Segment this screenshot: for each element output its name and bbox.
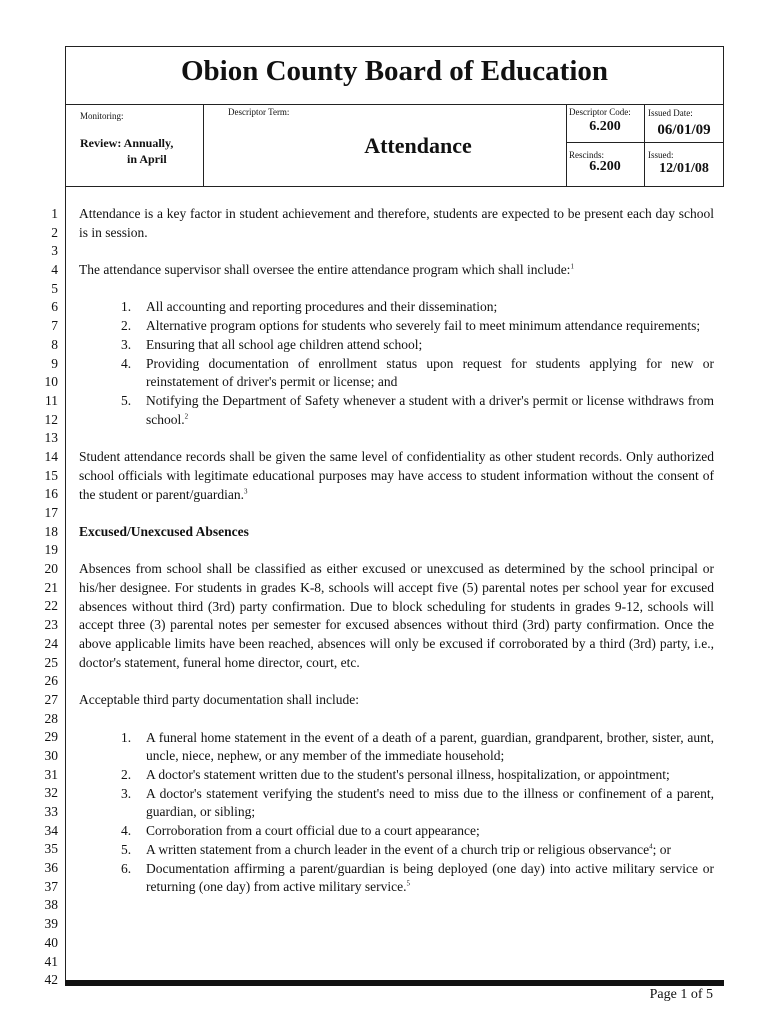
list-item [79, 841, 714, 860]
line-number: 16 [44, 486, 58, 502]
line-number: 35 [44, 841, 58, 857]
header-divider [566, 142, 723, 143]
line-number: 6 [51, 299, 58, 315]
list-item [79, 766, 714, 785]
list-item-text: Corroboration from a court official due to a court appearance; [146, 823, 480, 839]
line-number: 22 [44, 598, 58, 614]
list-item [79, 392, 714, 429]
footnote-ref: 1 [570, 262, 574, 271]
list-item [79, 317, 714, 336]
policy-header [65, 46, 724, 186]
program-list [79, 298, 714, 429]
line-number: 4 [51, 262, 58, 278]
issued-label: Issued: [648, 150, 674, 160]
list-item-text: A funeral home statement in the event of a death of a parent, guardian, grandparent, brother, sister, aunt, uncle, niece, nephew, or any member of the immediate household; [146, 729, 714, 764]
line-number: 24 [44, 635, 58, 651]
title-divider [66, 104, 723, 105]
line-number: 7 [51, 318, 58, 334]
list-item-number: 4. [121, 355, 132, 371]
documentation-list [79, 729, 714, 897]
list-item [79, 355, 714, 392]
line-number: 5 [51, 280, 58, 296]
line-number: 17 [44, 505, 58, 520]
line-number: 41 [44, 953, 58, 969]
list-item-text: Ensuring that all school age children attend school; [146, 336, 423, 352]
list-item-number: 3. [121, 336, 132, 352]
line-number: 38 [44, 897, 58, 913]
list-item-number: 1. [121, 299, 132, 315]
header-bottom-rule [65, 186, 724, 187]
line-number: 33 [44, 804, 58, 819]
list-item [79, 822, 714, 841]
list-item [79, 298, 714, 317]
issued-date: 06/01/09 [657, 122, 711, 138]
line-number: 28 [44, 710, 58, 726]
list-item-tail: ; or [652, 841, 671, 857]
list-item-text: Notifying the Department of Safety whenever a student with a driver's permit or license withdraws from school. [146, 393, 714, 427]
list-item-number: 6. [121, 860, 132, 876]
descriptor-code: 6.200 [589, 119, 621, 134]
line-number: 25 [44, 654, 58, 670]
footnote-ref: 4 [649, 842, 653, 851]
list-item-number: 3. [121, 785, 132, 801]
list-item [79, 336, 714, 355]
line-number: 31 [44, 766, 58, 782]
line-number: 32 [44, 785, 58, 801]
line-number: 3 [51, 243, 58, 259]
list-item-number: 4. [121, 823, 132, 839]
line-number: 8 [51, 336, 58, 352]
supervisor-paragraph: The attendance supervisor shall oversee the entire attendance program which shall include:$^1$ [79, 262, 574, 278]
line-number: 21 [44, 579, 58, 595]
line-number: 15 [44, 467, 58, 483]
policy-body [79, 205, 714, 897]
line-number: 13 [44, 430, 58, 446]
line-number: 34 [44, 822, 58, 838]
policy-subject: Attendance [364, 133, 472, 158]
list-item-text: Providing documentation of enrollment status upon request for students applying for new or reinstatement of driver's permit or license; and [146, 355, 714, 390]
footer-bar [65, 980, 724, 986]
rescinds-value: 6.200 [589, 159, 621, 174]
line-number: 2 [51, 224, 58, 240]
review-schedule: Review: Annually, in April [80, 136, 174, 166]
issued-date-label: Issued Date: [648, 108, 693, 118]
line-number: 42 [44, 972, 58, 988]
header-divider [203, 104, 204, 186]
board-title: Obion County Board of Education [180, 55, 609, 87]
list-item-number: 2. [121, 766, 132, 782]
list-item-number: 2. [121, 318, 132, 334]
list-item-text: A written statement from a church leader in the event of a church trip or religious observance [146, 841, 650, 857]
line-number: 29 [44, 729, 58, 745]
line-number: 14 [44, 448, 58, 464]
line-number: 1 [51, 206, 58, 221]
list-item [79, 729, 714, 766]
descriptor-code-label: Descriptor Code: [569, 107, 631, 117]
section-heading: Excused/Unexcused Absences [79, 523, 249, 539]
issued-value: 12/01/08 [659, 161, 709, 176]
rescinds-label: Rescinds: [569, 150, 604, 160]
line-number: 36 [44, 860, 58, 876]
margin-rule [65, 186, 66, 986]
list-item-text: A doctor's statement written due to the student's personal illness, hospitalization, or appointment; [146, 766, 670, 782]
line-number: 23 [44, 617, 58, 633]
list-item-text: Documentation affirming a parent/guardian is being deployed (one day) into active military service or returning (one day) from active military service. [146, 860, 714, 895]
line-number: 12 [44, 411, 58, 427]
records-paragraph: Student attendance records shall be given the same level of confidentiality as other student records. Only authorized school officials with legitimate educational purposes may have access to student information without the consent of the student or parent/guardian.$^3$ [79, 449, 714, 502]
footnote-ref: 2 [184, 412, 189, 421]
list-item-text: A doctor's statement verifying the student's need to miss due to the illness or confinement of a parent, guardian, or sibling; [146, 785, 714, 820]
line-number: 37 [44, 878, 58, 894]
line-number: 20 [44, 561, 58, 577]
list-item-text: Alternative program options for students who severely fail to meet minimum attendance requirements; [146, 318, 701, 334]
line-number: 26 [44, 673, 58, 689]
list-item [79, 785, 714, 822]
list-item-number: 5. [121, 393, 132, 408]
line-number: 18 [44, 523, 58, 539]
footnote-ref: 3 [243, 487, 248, 495]
absences-paragraph: Absences from school shall be classified as either excused or unexcused as determined by the school principal or his/her designee. For students in grades K-8, schools will accept five (5) parental notes per school year for excused absences without third (3rd) party confirmation. Due to block scheduling for students in grades 9-12, schools will accept three (3) parental notes per semester for excused absences without third (3rd) party confirmation. Once the above applicable limits have been reached, absences will only be excused if corroborated by a third (3rd) party, i.e., doctor's statement, funeral home director, court, etc. [79, 561, 714, 670]
third-party-intro: Acceptable third party documentation shall include: [79, 692, 360, 708]
page-number: Page 1 of 5 [649, 987, 713, 1002]
list-item-text: All accounting and reporting procedures and their dissemination; [146, 299, 498, 315]
line-number: 9 [51, 355, 58, 371]
line-number: 30 [44, 747, 58, 763]
footnote-ref: 5 [406, 879, 411, 888]
line-number: 19 [44, 542, 58, 558]
line-number: 10 [44, 374, 58, 390]
line-number: 11 [45, 392, 58, 408]
list-item-number: 5. [121, 841, 132, 857]
line-numbers [0, 205, 58, 990]
line-number: 40 [44, 934, 58, 950]
intro-paragraph: Attendance is a key factor in student achievement and therefore, students are expected to be present each day school is in session. [79, 206, 714, 240]
list-item-number: 1. [121, 729, 132, 745]
list-item [79, 860, 714, 897]
monitoring-label: Monitoring: [80, 111, 124, 121]
line-number: 39 [44, 916, 58, 932]
line-number: 27 [44, 691, 58, 707]
descriptor-term-label: Descriptor Term: [228, 107, 290, 117]
